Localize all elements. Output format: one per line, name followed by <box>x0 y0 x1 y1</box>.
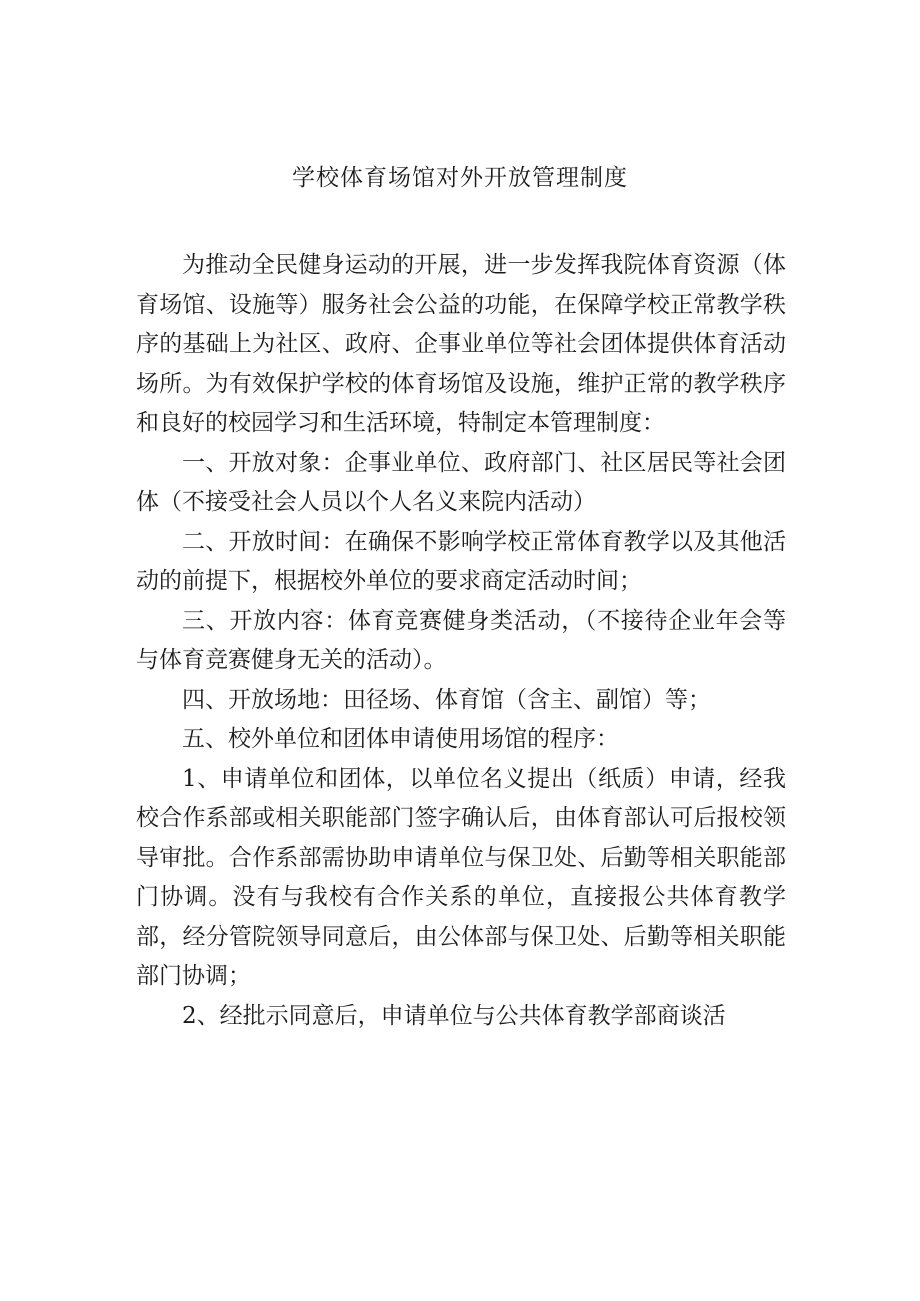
document-title: 学校体育场馆对外开放管理制度 <box>292 165 628 191</box>
paragraph-open-target: 一、开放对象：企事业单位、政府部门、社区居民等社会团体（不接受社会人员以个人名义来院内活动） <box>136 449 786 515</box>
paragraph-intro: 为推动全民健身运动的开展，进一步发挥我院体育资源（体育场馆、设施等）服务社会公益的功能，在保障学校正常教学秩序的基础上为社区、政府、企事业单位等社会团体提供体育活动场所。为有效保护学校的体育场馆及设施，维护正常的教学秩序和良好的校园学习和生活环境，特制定本管理制度： <box>136 252 786 436</box>
paragraph-application-procedure: 五、校外单位和团体申请使用场馆的程序： <box>182 726 619 752</box>
paragraph-open-content: 三、开放内容：体育竞赛健身类活动，（不接待企业年会等与体育竞赛健身无关的活动）。 <box>136 607 786 673</box>
paragraph-procedure-step-1: 1、申请单位和团体，以单位名义提出（纸质）申请，经我校合作系部或相关职能部门签字确认后，由体育部认可后报校领导审批。合作系部需协助申请单位与保卫处、后勤等相关职能部门协调。没有与我校有合作关系的单位，直接报公共体育教学部，经分管院领导同意后，由公体部与保卫处、后勤等相关职能部门协调； <box>136 765 786 989</box>
paragraph-open-venue: 四、开放场地：田径场、体育馆（含主、副馆）等； <box>182 686 711 713</box>
paragraph-procedure-step-2: 2、经批示同意后，申请单位与公共体育教学部商谈活 <box>182 1002 726 1029</box>
document-body <box>136 246 786 1036</box>
paragraph-open-time: 二、开放时间：在确保不影响学校正常体育教学以及其他活动的前提下，根据校外单位的要求商定活动时间； <box>136 528 786 594</box>
